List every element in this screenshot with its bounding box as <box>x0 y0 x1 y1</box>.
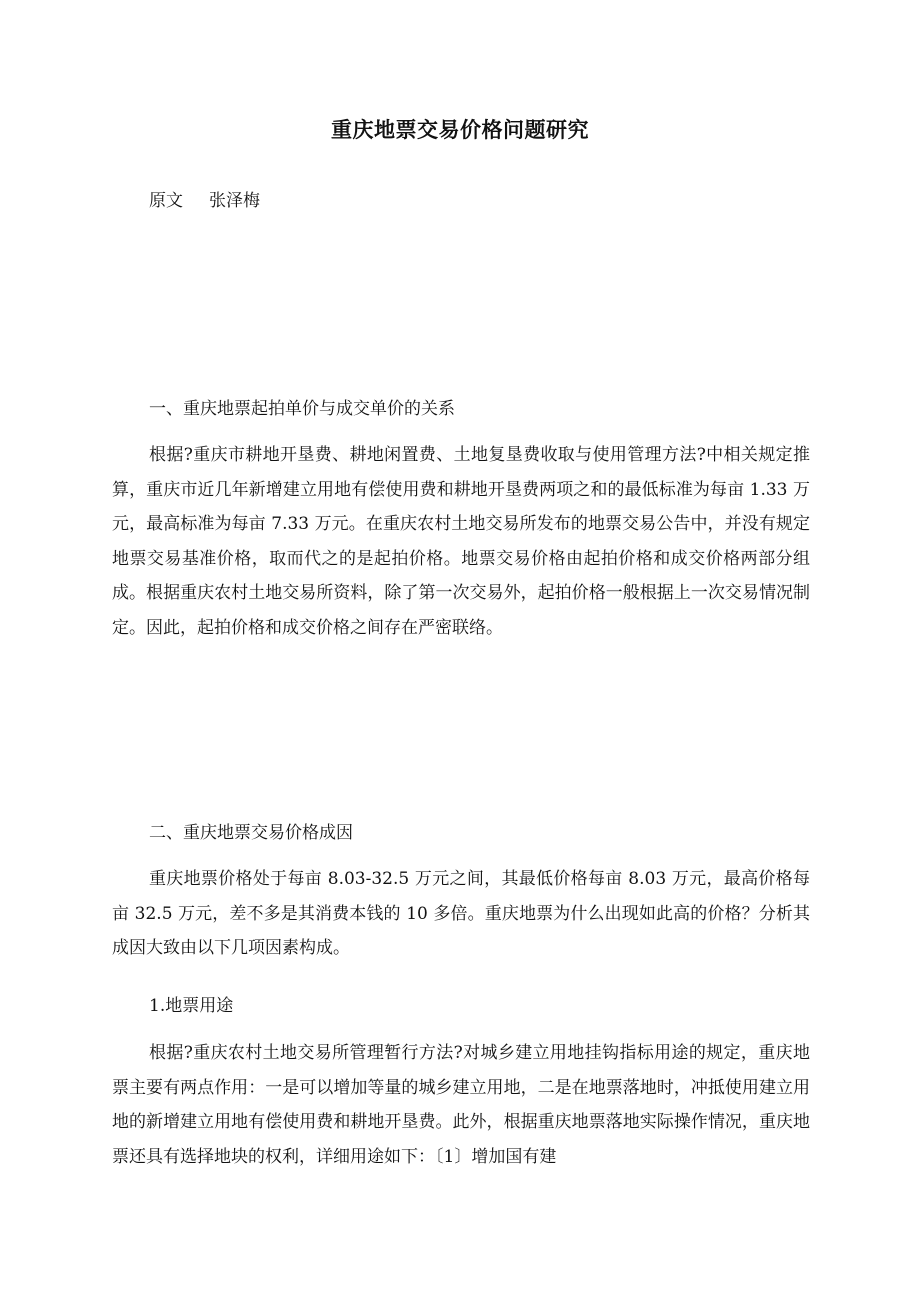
section-1-heading: 一、重庆地票起拍单价与成交单价的关系 <box>149 399 455 419</box>
section-1-paragraph <box>112 438 810 645</box>
document-title: 重庆地票交易价格问题研究 <box>331 117 589 142</box>
subsection-text: 根据?重庆农村土地交易所管理暂行方法?对城乡建立用地挂钩指标用途的规定，重庆地票主要有两点作用：一是可以增加等量的城乡建立用地，二是在地票落地时，冲抵使用建立用地的新增建立用地有偿使用费和耕地开垦费。此外，根据重庆地票落地实际操作情况，重庆地票还具有选择地块的权利，详细用途如下：〔1〕增加国有建 <box>112 1043 810 1167</box>
section-2-heading: 二、重庆地票交易价格成因 <box>149 823 353 843</box>
subsection-paragraph <box>112 1036 810 1174</box>
section-1-text: 根据?重庆市耕地开垦费、耕地闲置费、土地复垦费收取与使用管理方法?中相关规定推算，重庆市近几年新增建立用地有偿使用费和耕地开垦费两项之和的最低标准为每亩 1.33 万元，最高标准为每亩 7.33 万元。在重庆农村土地交易所发布的地票交易公告中，并没有规定地票交易基准价格，取而代之的是起拍价格。地票交易价格由起拍价格和成交价格两部分组成。根据重庆农村土地交易所资料，除了第一次交易外，起拍价格一般根据上一次交易情况制定。因此，起拍价格和成交价格之间存在严密联络。 <box>112 445 810 638</box>
byline-label: 原文 <box>149 191 183 211</box>
section-2-paragraph <box>112 862 810 966</box>
section-2-text: 重庆地票价格处于每亩 8.03-32.5 万元之间，其最低价格每亩 8.03 万元，最高价格每亩 32.5 万元，差不多是其消费本钱的 10 多倍。重庆地票为什么出现如此高的价格？分析其成因大致由以下几项因素构成。 <box>112 869 810 958</box>
subsection-heading: 1.地票用途 <box>149 996 234 1016</box>
byline <box>149 186 260 211</box>
author-name: 张泽梅 <box>209 191 260 211</box>
